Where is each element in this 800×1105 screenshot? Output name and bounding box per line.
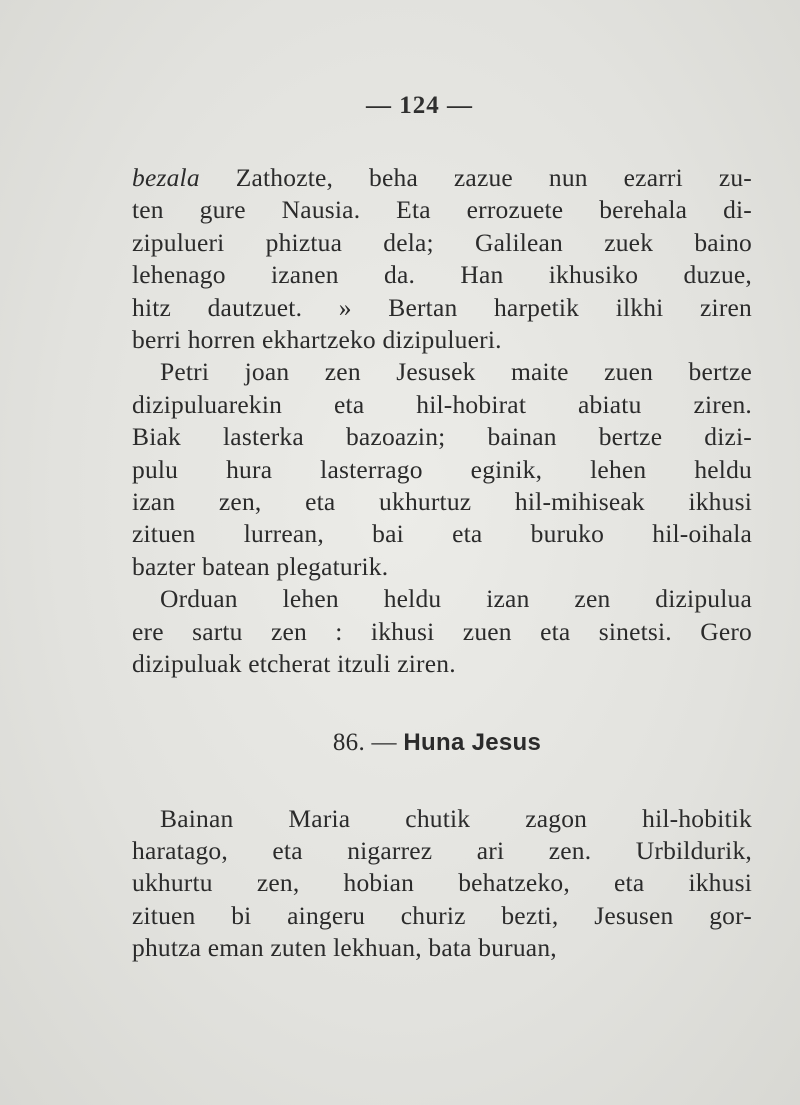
- text-line: [132, 421, 752, 453]
- body-text-bottom: [132, 803, 752, 965]
- line-text: lehenago izanen da. Han ikhusiko duzue,: [132, 260, 752, 290]
- line-text: zituen lurrean, bai eta buruko hil-oihala: [132, 519, 752, 549]
- text-line: [132, 324, 752, 356]
- section-title: Huna Jesus: [403, 728, 542, 756]
- line-text: zituen bi aingeru churiz bezti, Jesusen gor-: [132, 900, 752, 930]
- text-line: [132, 389, 752, 421]
- text-line: [132, 803, 752, 835]
- line-text: bazter batean plegaturik.: [132, 551, 389, 581]
- line-text: haratago, eta nigarrez ari zen. Urbildurik,: [132, 835, 752, 865]
- paragraph: [132, 803, 752, 965]
- line-text: Bainan Maria chutik zagon hil-hobitik: [160, 803, 752, 833]
- text-line: [132, 486, 752, 518]
- page-number: — 124 —: [366, 92, 473, 119]
- text-line: [132, 551, 752, 583]
- paragraph: [132, 356, 752, 583]
- text-line: [132, 932, 752, 964]
- text-line: [132, 259, 752, 291]
- text-line: [132, 867, 752, 899]
- line-text: zipulueri phiztua dela; Galilean zuek baino: [132, 227, 752, 257]
- text-line: [132, 454, 752, 486]
- paragraph: [132, 162, 752, 356]
- line-text: pulu hura lasterrago eginik, lehen heldu: [132, 454, 752, 484]
- line-text: berri horren ekhartzeko dizipulueri.: [132, 325, 502, 355]
- text-line: [132, 356, 752, 388]
- line-text: ten gure Nausia. Eta errozuete berehala di-: [132, 195, 752, 225]
- line-text: Zathozte, beha zazue nun ezarri zu-: [199, 163, 752, 192]
- text-line: [132, 518, 752, 550]
- line-text: ukhurtu zen, hobian behatzeko, eta ikhusi: [132, 868, 752, 898]
- section-number: 86. —: [332, 728, 397, 756]
- text-line: [132, 162, 752, 194]
- line-text: Orduan lehen heldu izan zen dizipulua: [160, 584, 752, 614]
- body-text-top: [132, 162, 752, 681]
- text-line: [132, 648, 752, 680]
- text-line: [132, 583, 752, 615]
- text-line: [132, 835, 752, 867]
- text-line: [132, 292, 752, 324]
- line-text: Biak lasterka bazoazin; bainan bertze dizi-: [132, 422, 752, 452]
- text-line: [132, 227, 752, 259]
- paragraph: [132, 583, 752, 680]
- italic-word: bezala: [132, 163, 200, 192]
- line-text: izan zen, eta ukhurtuz hil-mihiseak ikhusi: [132, 487, 752, 517]
- line-text: hitz dautzuet. » Bertan harpetik ilkhi ziren: [132, 292, 752, 322]
- text-line: [132, 900, 752, 932]
- line-text: phutza eman zuten lekhuan, bata buruan,: [132, 933, 557, 963]
- line-text: ere sartu zen : ikhusi zuen eta sinetsi. Gero: [132, 616, 752, 646]
- line-text: dizipuluak etcherat itzuli ziren.: [132, 649, 456, 679]
- text-line: [132, 616, 752, 648]
- line-text: dizipuluarekin eta hil-hobirat abiatu ziren.: [132, 389, 752, 419]
- text-line: [132, 194, 752, 226]
- line-text: Petri joan zen Jesusek maite zuen bertze: [160, 357, 752, 387]
- section-heading: [132, 729, 752, 757]
